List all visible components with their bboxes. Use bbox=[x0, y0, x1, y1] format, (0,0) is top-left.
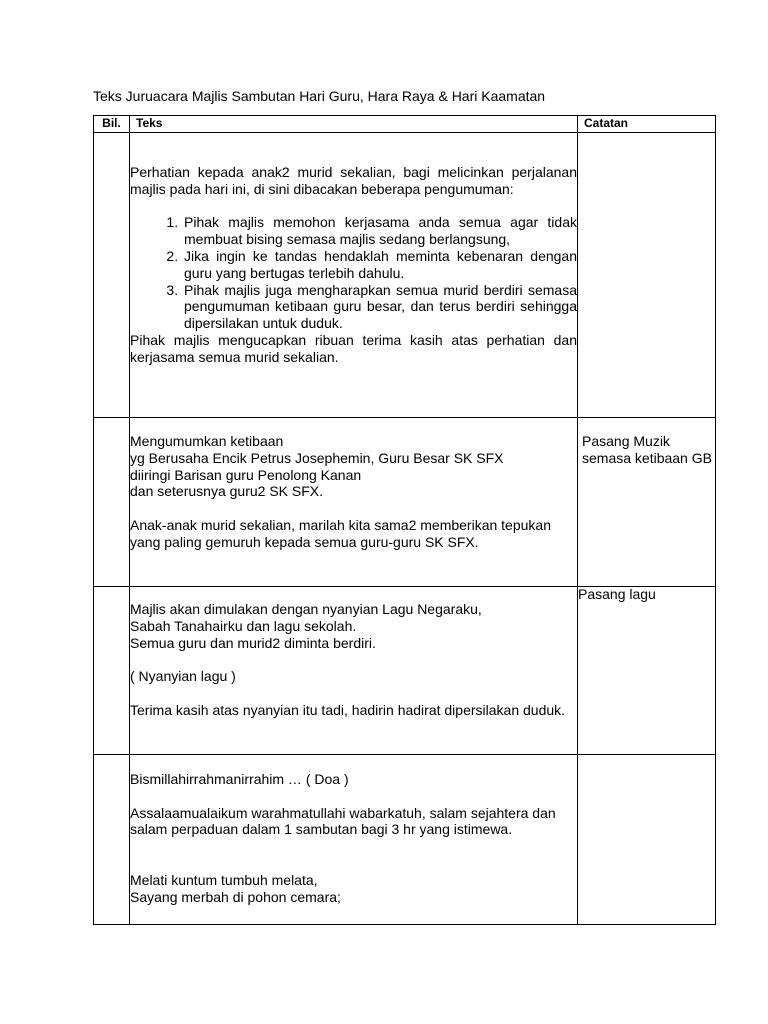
header-teks: Teks bbox=[130, 116, 578, 133]
announcement-closing: Pihak majlis mengucapkan ribuan terima kasih atas perhatian dan kerjasama semua murid sekalian. bbox=[130, 331, 577, 365]
table-row bbox=[94, 418, 716, 587]
catatan-note: Pasang Muzik semasa ketibaan GB bbox=[582, 433, 712, 466]
text-line: Mengumumkan ketibaan bbox=[130, 433, 284, 449]
salam-paragraph: Assalaamualaikum warahmatullahi wabarkatuh, salam sejahtera dan salam perpaduan dalam 1 sambutan bagi 3 hr yang istimewa. bbox=[130, 804, 556, 838]
list-item: 3. Pihak majlis juga mengharapkan semua murid berdiri semasa pengumuman ketibaan guru besar, dan terus berdiri sehingga dipersilakan untuk duduk. bbox=[182, 282, 577, 332]
text-line: Majlis akan dimulakan dengan nyanyian Lagu Negaraku, bbox=[130, 601, 482, 617]
document-title: Teks Juruacara Majlis Sambutan Hari Guru, Hara Raya & Hari Kaamatan bbox=[93, 88, 546, 104]
pantun-line: Melati kuntum tumbuh melata, bbox=[130, 871, 318, 888]
announcement-list bbox=[130, 214, 577, 332]
bil-cell bbox=[94, 755, 130, 925]
doa-line: Bismillahirrahmanirrahim … ( Doa ) bbox=[130, 771, 349, 787]
list-item: 1. Pihak majlis memohon kerjasama anda semua agar tidak membuat bising semasa majlis sedang berlangsung, bbox=[182, 214, 577, 248]
table-header-row bbox=[94, 116, 716, 133]
bil-cell bbox=[94, 418, 130, 587]
bil-cell bbox=[94, 133, 130, 418]
teks-cell bbox=[130, 755, 578, 925]
list-item: 2. Jika ingin ke tandas hendaklah meminta kebenaran dengan guru yang bertugas terlebih dahulu. bbox=[182, 248, 577, 282]
text-line: Semua guru dan murid2 diminta berdiri. bbox=[130, 634, 376, 651]
text-line: yg Berusaha Encik Petrus Josephemin, Guru Besar SK SFX bbox=[130, 449, 504, 466]
teks-cell bbox=[130, 587, 578, 755]
teks-cell bbox=[130, 418, 578, 587]
stage-note: ( Nyanyian lagu ) bbox=[130, 668, 236, 685]
text-paragraph: Anak-anak murid sekalian, marilah kita sama2 memberikan tepukan yang paling gemuruh kepada semua guru-guru SK SFX. bbox=[130, 516, 551, 550]
text-line: dan seterusnya guru2 SK SFX. bbox=[130, 483, 323, 500]
table-row bbox=[94, 755, 716, 925]
header-bil: Bil. bbox=[94, 116, 130, 133]
catatan-note: Pasang lagu bbox=[578, 586, 656, 602]
script-table bbox=[93, 115, 716, 925]
catatan-cell bbox=[578, 133, 716, 418]
text-paragraph: Terima kasih atas nyanyian itu tadi, hadirin hadirat dipersilakan duduk. bbox=[130, 701, 566, 718]
table-row bbox=[94, 587, 716, 755]
table-row bbox=[94, 133, 716, 418]
teks-cell bbox=[130, 133, 578, 418]
text-line: Sabah Tanahairku dan lagu sekolah. bbox=[130, 617, 357, 634]
catatan-cell bbox=[578, 587, 716, 755]
text-line: diiringi Barisan guru Penolong Kanan bbox=[130, 466, 362, 483]
catatan-cell bbox=[578, 755, 716, 925]
catatan-cell bbox=[578, 418, 716, 587]
header-catatan: Catatan bbox=[578, 116, 716, 133]
pantun-line: Sayang merbah di pohon cemara; bbox=[130, 888, 341, 905]
bil-cell bbox=[94, 587, 130, 755]
announcement-intro: Perhatian kepada anak2 murid sekalian, bagi melicinkan perjalanan majlis pada hari ini, di sini dibacakan beberapa pengumuman: bbox=[130, 164, 577, 197]
